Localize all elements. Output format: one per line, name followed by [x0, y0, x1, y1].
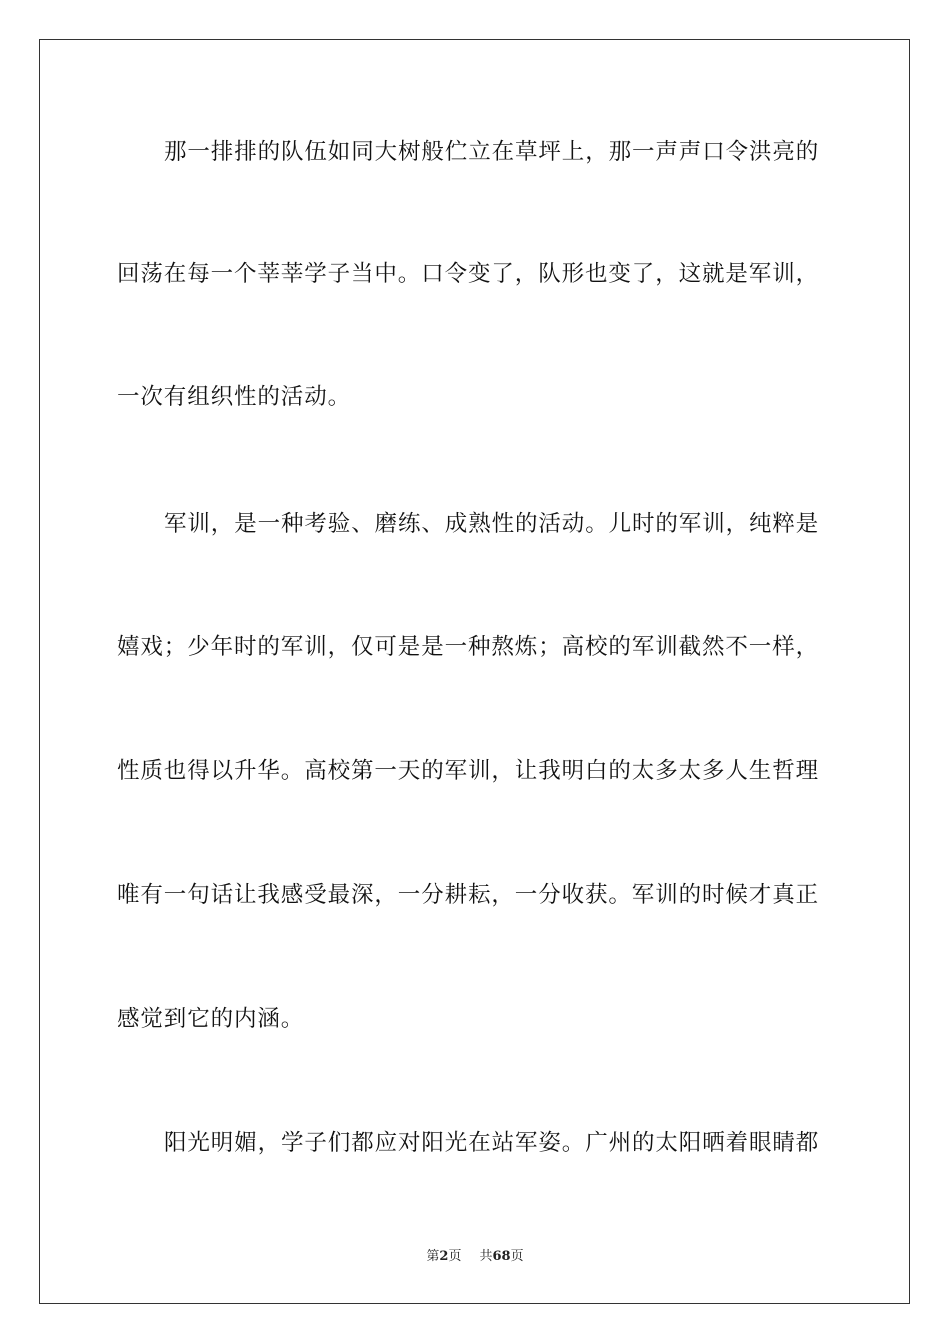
page-suffix: 页	[448, 1249, 462, 1264]
page-border	[39, 39, 910, 1304]
paragraph-line: 军训，是一种考验、磨练、成熟性的活动。儿时的军训，纯粹是	[164, 511, 820, 537]
total-suffix: 页	[510, 1249, 524, 1264]
paragraph-line: 嬉戏；少年时的军训，仅可是是一种熬炼；高校的军训截然不一样，	[117, 634, 820, 660]
page-number: 2	[439, 1249, 449, 1264]
paragraph-line: 一次有组织性的活动。	[117, 384, 352, 410]
paragraph-line: 性质也得以升华。高校第一天的军训，让我明白的太多太多人生哲理	[117, 758, 820, 784]
total-prefix: 共	[479, 1249, 493, 1264]
page-prefix: 第	[426, 1249, 440, 1264]
paragraph-line: 唯有一句话让我感受最深，一分耕耘，一分收获。军训的时候才真正	[117, 882, 820, 908]
paragraph-line: 那一排排的队伍如同大树般伫立在草坪上，那一声声口令洪亮的	[164, 139, 820, 165]
page-footer	[0, 1248, 950, 1266]
paragraph-line: 阳光明媚，学子们都应对阳光在站军姿。广州的太阳晒着眼睛都	[164, 1130, 820, 1156]
paragraph-line: 感觉到它的内涵。	[117, 1006, 305, 1032]
total-pages: 68	[492, 1249, 511, 1264]
paragraph-line: 回荡在每一个莘莘学子当中。口令变了，队形也变了，这就是军训，	[117, 261, 820, 287]
